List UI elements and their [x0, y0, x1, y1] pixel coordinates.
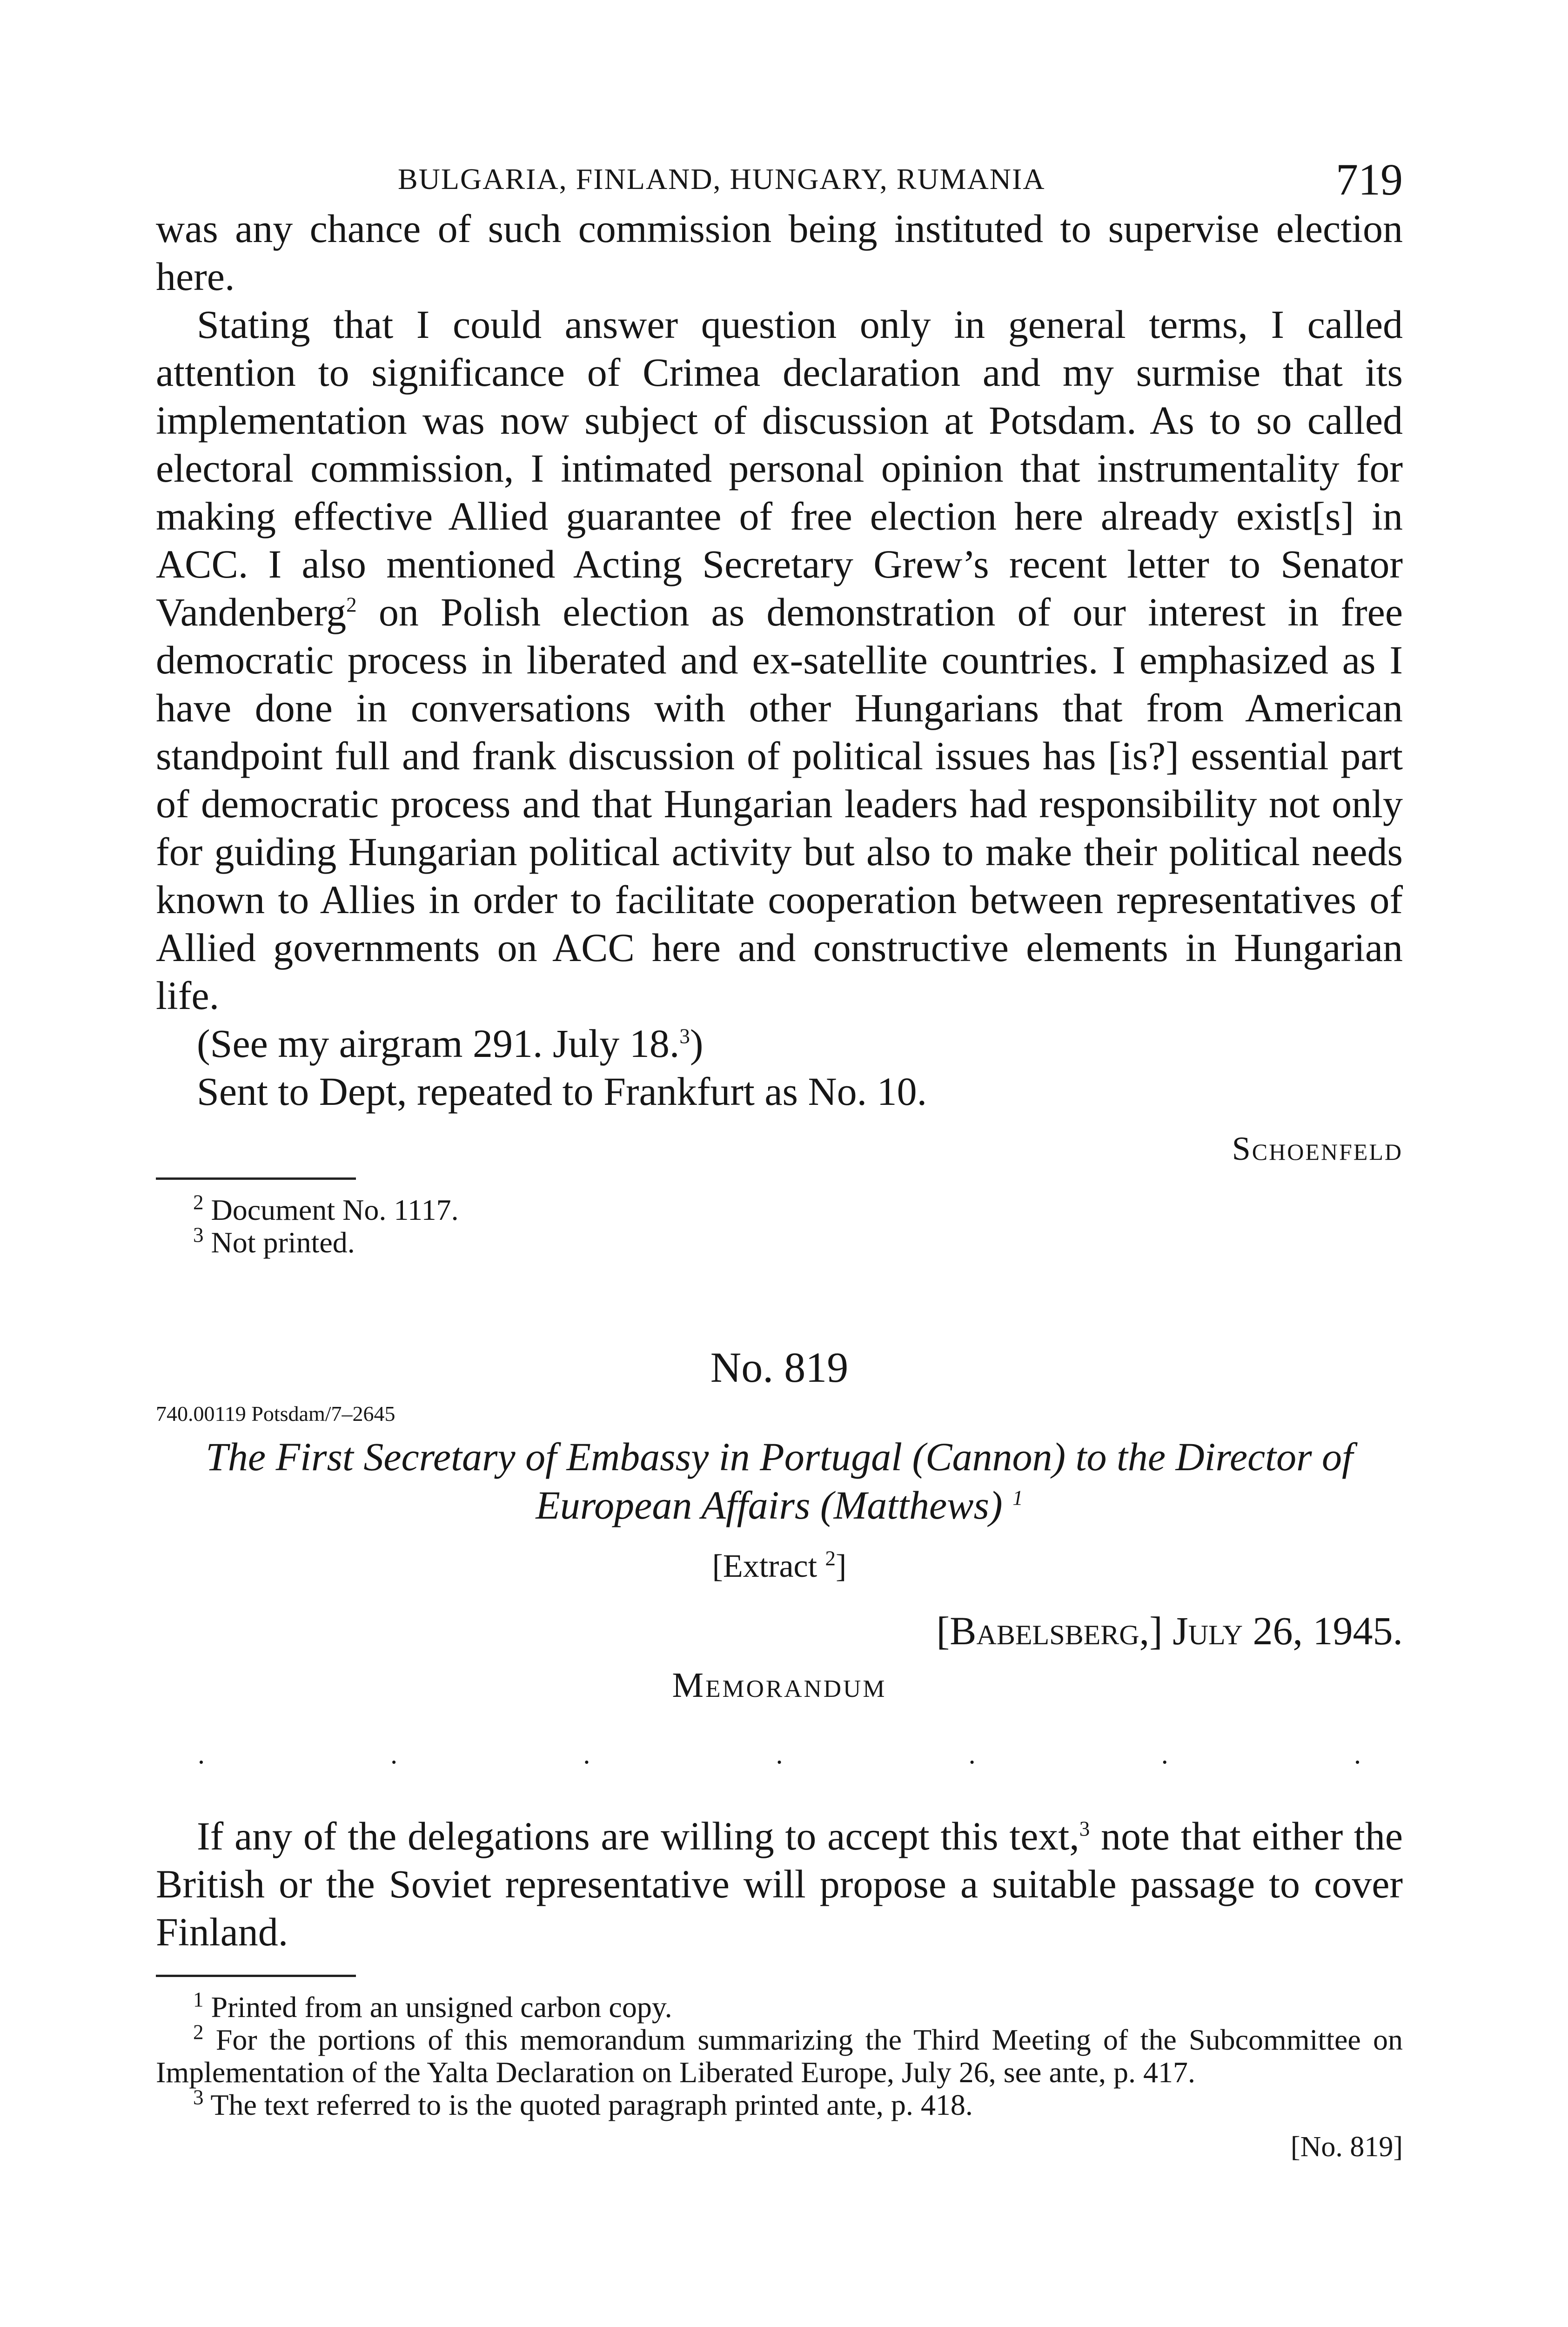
- footnote: [156, 1223, 1403, 1259]
- dot: .: [1161, 1739, 1168, 1769]
- dot: .: [390, 1739, 398, 1769]
- footnote-number: 2: [193, 1190, 204, 1214]
- footnote-ref: 3: [679, 1024, 690, 1048]
- footnote: [156, 2085, 1403, 2121]
- running-head: BULGARIA, FINLAND, HUNGARY, RUMANIA: [398, 162, 1045, 195]
- dot: .: [583, 1739, 590, 1769]
- footnote-text: For the portions of this memorandum summarizing the Third Meeting of the Subcommittee on Implementation of the Yalta Declaration on Liberated Europe, July 26, see ante, p. 417.: [156, 2023, 1403, 2089]
- footnote-ref: 2: [825, 1547, 836, 1570]
- memorandum-heading: Memorandum: [672, 1666, 887, 1705]
- extract-label: [156, 1548, 1403, 1585]
- dateline-text: [Babelsberg,] July 26, 1945.: [936, 1608, 1403, 1653]
- dot: .: [776, 1739, 783, 1769]
- paragraph-memo-body: [156, 1812, 1403, 1956]
- footnote: [156, 2020, 1403, 2089]
- footnote-number: 3: [193, 2085, 204, 2109]
- footnote: [156, 1190, 1403, 1226]
- page-number: 719: [1336, 155, 1403, 204]
- document-title: [156, 1433, 1403, 1529]
- footnote-number: 2: [193, 2020, 204, 2044]
- signature: Schoenfeld: [1232, 1130, 1403, 1167]
- footnote-number: 3: [193, 1223, 204, 1247]
- footnote: [156, 1988, 1403, 2024]
- footnote-rule: [156, 1177, 356, 1180]
- paragraph-text-cont: on Polish election as demonstration of our interest in free democratic process in liberated and ex-satellite countries. I emphasized as I have done in conversations with other Hungarians that from American standpoint full and frank discussion of political issues has [is?] essential part of democratic process and that Hungarian leaders had responsibility not only for guiding Hungarian political activity but also to make their political needs known to Allies in order to facilitate cooperation between representatives of Allied governments on ACC here and constructive elements in Hungarian life.: [156, 590, 1403, 1018]
- page-header: [156, 154, 1403, 205]
- footnote-text: The text referred to is the quoted paragraph printed ante, p. 418.: [203, 2088, 973, 2121]
- footnote-number: 1: [193, 1988, 204, 2011]
- dateline: [156, 1607, 1403, 1654]
- dot: .: [1354, 1739, 1361, 1769]
- footnote-text: Printed from an unsigned carbon copy.: [203, 1991, 672, 2024]
- paragraph-airgram: [156, 1020, 1403, 1068]
- paragraph-continuation: was any chance of such commission being instituted to supervise election here.: [156, 206, 1403, 299]
- omission-dots: [198, 1738, 1361, 1770]
- footnote-ref: 2: [346, 593, 357, 617]
- footnote-rule: [156, 1975, 356, 1977]
- extract-text: [Extract: [712, 1548, 818, 1584]
- footnote-ref: 1: [1012, 1486, 1023, 1510]
- paragraph-text-cont: note that either the British or the Soviet representative will propose a suitable passage to cover Finland.: [156, 1814, 1403, 1954]
- paragraph-text-end: ): [690, 1021, 704, 1066]
- title-text: The First Secretary of Embassy in Portugal (Cannon) to the Director of European Affairs (Matthews): [206, 1434, 1353, 1527]
- paragraph-text: (See my airgram 291. July 18.: [197, 1021, 680, 1066]
- footnote-text: Document No. 1117.: [203, 1193, 459, 1226]
- document-number: No. 819: [710, 1344, 849, 1391]
- dot: .: [968, 1739, 976, 1769]
- paragraph-statement: [156, 301, 1403, 1020]
- footnote-ref: 3: [1079, 1817, 1090, 1841]
- document-page: [156, 154, 1403, 2164]
- paragraph-text: Stating that I could answer question only in general terms, I called attention to significance of Crimea declaration and my surmise that its implementation was now subject of discussion at Potsdam. As to so called electoral commission, I intimated personal opinion that instrumentality for making effective Allied guarantee of free election here already exist[s] in ACC. I also mentioned Acting Secretary Grew’s recent letter to Senator Vandenberg: [156, 302, 1403, 634]
- file-code: 740.00119 Potsdam/7–2645: [156, 1402, 395, 1426]
- footnote-text: Not printed.: [203, 1226, 355, 1259]
- paragraph-sent: Sent to Dept, repeated to Frankfurt as No. 10.: [197, 1069, 927, 1114]
- paragraph-text: If any of the delegations are willing to accept this text,: [197, 1814, 1079, 1858]
- extract-text-end: ]: [836, 1548, 847, 1584]
- dot: .: [198, 1739, 205, 1769]
- page-reference: [No. 819]: [1290, 2131, 1403, 2163]
